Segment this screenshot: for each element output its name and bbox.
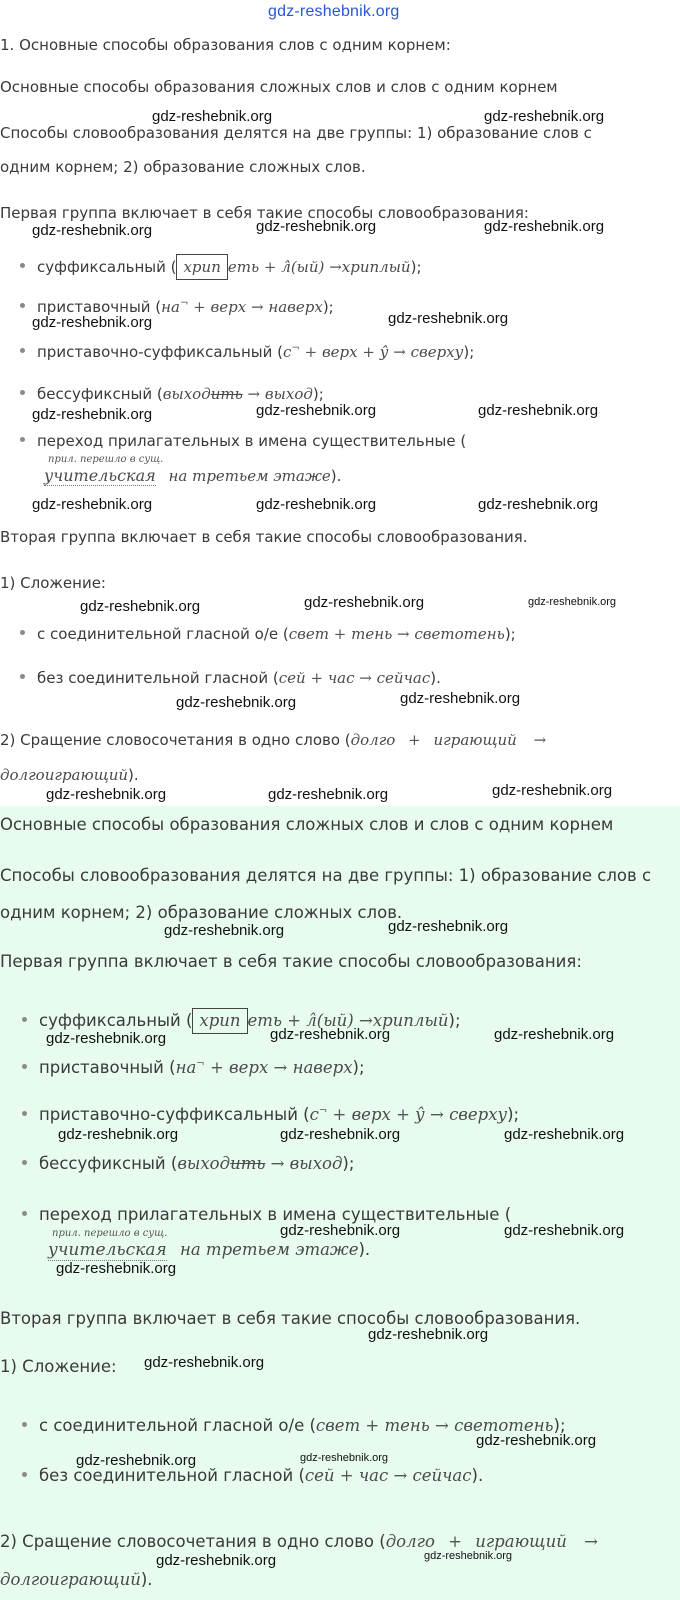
watermark: gdz-reshebnik.org — [494, 1026, 615, 1043]
compound-item-with-vowel — [20, 625, 516, 643]
watermark: gdz-reshebnik.org — [76, 1452, 197, 1469]
example-part: на третьем этаже — [179, 1240, 359, 1259]
plus-sign: + — [339, 1466, 354, 1485]
example-result: сверху — [410, 343, 464, 361]
item-label: с соединительной гласной о/е ( — [39, 1416, 316, 1435]
example-result: долгоиграющий — [0, 766, 129, 784]
section-heading: 1. Основные способы образования слов с одним корнем: — [0, 36, 451, 54]
example-part: верх — [229, 1058, 269, 1077]
group2-title: Вторая группа включает в себя такие способы словообразования. — [0, 528, 528, 546]
watermark: gdz-reshebnik.org — [504, 1222, 625, 1239]
example-result: сейчас — [376, 669, 431, 687]
example-part: с — [309, 1105, 319, 1124]
item-end: ); — [322, 298, 334, 316]
example-part: сей — [304, 1466, 335, 1485]
prefix-mark-icon: ¬ — [318, 1105, 328, 1117]
item-label: переход прилагательных в имена существительные ( — [37, 432, 467, 450]
prefix-mark-icon: ¬ — [179, 298, 189, 309]
plus-sign: + — [287, 1011, 302, 1030]
bullet-icon — [20, 263, 25, 268]
watermark: gdz-reshebnik.org — [478, 402, 599, 419]
example-result: выход — [264, 385, 313, 403]
watermark: gdz-reshebnik.org — [32, 496, 153, 513]
prefix-mark-icon: ¬ — [196, 1058, 205, 1070]
item-end: ). — [430, 669, 441, 687]
plus-sign: + — [263, 258, 277, 276]
example-part: верх — [321, 343, 358, 361]
example-suffix: у̂ — [415, 1105, 425, 1124]
item-end: ). — [358, 1240, 371, 1259]
watermark: gdz-reshebnik.org — [256, 402, 377, 419]
arrow-icon: → — [584, 1532, 598, 1551]
watermark: gdz-reshebnik.org — [484, 218, 605, 235]
arrow-icon: → — [359, 669, 372, 687]
example-part: играющий — [433, 731, 517, 749]
arrow-icon: → — [247, 385, 261, 403]
plus-sign: + — [365, 1416, 380, 1435]
bullet-icon — [20, 630, 25, 635]
item-end: ). — [471, 1466, 484, 1485]
watermark: gdz-reshebnik.org — [80, 598, 201, 615]
watermark: gdz-reshebnik.org — [424, 1550, 513, 1562]
fusion-line — [0, 731, 546, 749]
plus-sign: + — [332, 1105, 347, 1124]
answer-fusion-line-2 — [0, 1570, 153, 1589]
bullet-icon — [22, 1017, 27, 1022]
subheading: Основные способы образования сложных слов и слов с одним корнем — [0, 78, 558, 96]
answer-compound-title: 1) Сложение: — [0, 1357, 117, 1376]
arrow-icon: → — [429, 1105, 444, 1124]
watermark: gdz-reshebnik.org — [280, 1126, 401, 1143]
item-end: ); — [342, 1154, 355, 1173]
fusion-label: 2) Сращение словосочетания в одно слово ( — [0, 731, 351, 749]
item-label: суффиксальный ( — [37, 258, 177, 276]
watermark: gdz-reshebnik.org — [46, 1030, 167, 1047]
example-result: наверх — [292, 1058, 353, 1077]
watermark: gdz-reshebnik.org — [46, 786, 167, 803]
watermark: gdz-reshebnik.org — [388, 918, 509, 935]
example-result: выход — [289, 1154, 343, 1173]
watermark: gdz-reshebnik.org — [528, 596, 617, 608]
answer-conversion-example — [48, 1240, 370, 1260]
example-part: верх — [351, 1105, 391, 1124]
plus-sign: + — [209, 1058, 224, 1077]
bullet-icon — [20, 437, 25, 442]
watermark: gdz-reshebnik.org — [492, 782, 613, 799]
fusion-line-2 — [0, 766, 139, 784]
compound-item-without-vowel — [20, 669, 441, 687]
example-removed-ending: ить — [210, 385, 243, 403]
bullet-icon — [22, 1064, 27, 1069]
watermark: gdz-reshebnik.org — [256, 218, 377, 235]
item-end: ); — [352, 1058, 365, 1077]
item-label: без соединительной гласной ( — [37, 669, 279, 687]
intro-line-1: Способы словообразования делятся на две группы: 1) образование слов с — [0, 124, 592, 142]
watermark: gdz-reshebnik.org — [484, 108, 605, 125]
example-result: светотень — [454, 1416, 554, 1435]
example-suffix: л̂(ый) — [281, 258, 325, 276]
example-result: наверх — [268, 298, 323, 316]
arrow-icon: → — [273, 1058, 288, 1077]
bullet-icon — [22, 1422, 27, 1427]
watermark: gdz-reshebnik.org — [304, 594, 425, 611]
item-end: ); — [504, 625, 516, 643]
example-part: еть — [247, 1011, 282, 1030]
example-part: выход — [177, 1154, 231, 1173]
example-part: долго — [385, 1532, 435, 1551]
watermark: gdz-reshebnik.org — [388, 310, 509, 327]
list-item-non-suffix — [20, 385, 324, 403]
item-label: суффиксальный ( — [39, 1011, 193, 1030]
group1-title: Первая группа включает в себя такие способы словообразования: — [0, 204, 529, 222]
bullet-icon — [22, 1211, 27, 1216]
answer-intro-line-1: Способы словообразования делятся на две группы: 1) образование слов с — [0, 866, 652, 885]
arrow-icon: → — [435, 1416, 449, 1435]
example-result: сверху — [449, 1105, 508, 1124]
example-part: верх — [210, 298, 247, 316]
bullet-icon — [22, 1472, 27, 1477]
arrow-icon: → — [358, 1011, 373, 1030]
watermark: gdz-reshebnik.org — [32, 406, 153, 423]
example-root: хрип — [176, 254, 227, 280]
bullet-icon — [20, 303, 25, 308]
item-end: ); — [553, 1416, 566, 1435]
answer-subheading: Основные способы образования сложных слов и слов с одним корнем — [0, 815, 614, 834]
example-part: с — [283, 343, 292, 361]
example-part: на — [161, 298, 180, 316]
answer-group1-title: Первая группа включает в себя такие способы словообразования: — [0, 952, 582, 971]
compound-title: 1) Сложение: — [0, 574, 106, 592]
example-root: хрип — [192, 1008, 247, 1034]
item-end: ); — [448, 1011, 461, 1030]
example-result: хриплый — [341, 258, 411, 276]
watermark: gdz-reshebnik.org — [58, 1126, 179, 1143]
bullet-icon — [22, 1111, 27, 1116]
plus-sign: + — [333, 625, 347, 643]
example-part: час — [358, 1466, 389, 1485]
item-label: переход прилагательных в имена существительные ( — [39, 1205, 512, 1224]
arrow-icon: → — [250, 298, 264, 316]
item-end: ). — [330, 467, 342, 485]
bullet-icon — [20, 674, 25, 679]
example-part: час — [327, 669, 355, 687]
plus-sign: + — [448, 1532, 462, 1551]
item-label: приставочный ( — [37, 298, 162, 316]
plus-sign: + — [408, 731, 421, 749]
plus-sign: + — [362, 343, 375, 361]
item-label: бессуфиксный ( — [39, 1154, 178, 1173]
example-word: учительская — [48, 1240, 167, 1260]
watermark: gdz-reshebnik.org — [270, 1026, 391, 1043]
watermark: gdz-reshebnik.org — [32, 222, 153, 239]
watermark: gdz-reshebnik.org — [176, 694, 297, 711]
example-removed-ending: ить — [230, 1154, 266, 1173]
example-part: свет — [315, 1416, 361, 1435]
fusion-label: 2) Сращение словосочетания в одно слово ( — [0, 1532, 386, 1551]
answer-fusion-line — [0, 1532, 598, 1551]
arrow-icon: → — [397, 625, 410, 643]
answer-group2-title: Вторая группа включает в себя такие способы словообразования. — [0, 1309, 581, 1328]
item-label: без соединительной гласной ( — [39, 1466, 305, 1485]
plus-sign: + — [193, 298, 206, 316]
example-part: играющий — [475, 1532, 567, 1551]
example-part: сей — [278, 669, 306, 687]
watermark: gdz-reshebnik.org — [156, 1552, 277, 1569]
item-end: ); — [312, 385, 324, 403]
plus-sign: + — [304, 343, 318, 361]
watermark: gdz-reshebnik.org — [32, 314, 153, 331]
conversion-note: прил. перешло в сущ. — [48, 454, 164, 465]
bullet-icon — [20, 348, 25, 353]
example-word: учительская — [44, 466, 156, 485]
example-result: светотень — [414, 625, 505, 643]
item-end: ); — [410, 258, 422, 276]
list-item-conversion — [20, 432, 466, 450]
example-part: долго — [350, 731, 396, 749]
answer-compound-without-vowel — [22, 1466, 483, 1485]
watermark: gdz-reshebnik.org — [280, 1222, 401, 1239]
watermark: gdz-reshebnik.org — [144, 1354, 265, 1371]
watermark: gdz-reshebnik.org — [504, 1126, 625, 1143]
list-item-suffix — [20, 254, 422, 280]
bullet-icon — [22, 1160, 27, 1165]
item-label: приставочный ( — [39, 1058, 176, 1077]
arrow-icon: → — [393, 343, 406, 361]
arrow-icon: → — [533, 731, 547, 749]
answer-item-prefix-suffix — [22, 1105, 519, 1124]
prefix-mark-icon: ¬ — [291, 343, 300, 354]
watermark: gdz-reshebnik.org — [368, 1326, 489, 1343]
arrow-icon: → — [329, 258, 342, 276]
example-part: на третьем этаже — [168, 467, 331, 485]
watermark: gdz-reshebnik.org — [164, 922, 285, 939]
example-part: тень — [351, 625, 393, 643]
item-label: бессуфиксный ( — [37, 385, 163, 403]
watermark: gdz-reshebnik.org — [152, 108, 273, 125]
answer-item-conversion — [22, 1205, 511, 1224]
watermark: gdz-reshebnik.org — [56, 1260, 177, 1277]
example-part: выход — [162, 385, 211, 403]
answer-intro-line-2: одним корнем; 2) образование сложных слов. — [0, 903, 403, 922]
list-item-prefix-suffix — [20, 343, 474, 361]
item-end: ). — [128, 766, 139, 784]
conversion-note: прил. перешло в сущ. — [52, 1228, 168, 1239]
example-suffix: у̂ — [379, 343, 389, 361]
watermark: gdz-reshebnik.org — [268, 786, 389, 803]
watermark: gdz-reshebnik.org — [478, 496, 599, 513]
example-result: долгоиграющий — [0, 1570, 141, 1589]
item-end: ). — [140, 1570, 153, 1589]
intro-line-2: одним корнем; 2) образование сложных слов. — [0, 158, 366, 176]
bullet-icon — [20, 390, 25, 395]
plus-sign: + — [310, 669, 324, 687]
conversion-example — [44, 466, 341, 485]
arrow-icon: → — [270, 1154, 285, 1173]
arrow-icon: → — [393, 1466, 408, 1485]
example-part: еть — [227, 258, 260, 276]
item-label: приставочно-суффиксальный ( — [39, 1105, 310, 1124]
item-end: ); — [463, 343, 475, 361]
item-label: с соединительной гласной о/е ( — [37, 625, 289, 643]
example-part: свет — [288, 625, 329, 643]
answer-item-prefix — [22, 1058, 365, 1077]
item-label: приставочно-суффиксальный ( — [37, 343, 283, 361]
example-part: тень — [384, 1416, 430, 1435]
watermark: gdz-reshebnik.org — [400, 690, 521, 707]
example-part: на — [175, 1058, 197, 1077]
example-result: хриплый — [372, 1011, 449, 1030]
watermark: gdz-reshebnik.org — [256, 496, 377, 513]
example-suffix: л̂(ый) — [306, 1011, 354, 1030]
watermark: gdz-reshebnik.org — [300, 1452, 389, 1464]
watermark-top: gdz-reshebnik.org — [268, 3, 400, 20]
answer-item-non-suffix — [22, 1154, 354, 1173]
example-result: сейчас — [412, 1466, 472, 1485]
plus-sign: + — [396, 1105, 410, 1124]
item-end: ); — [507, 1105, 520, 1124]
watermark: gdz-reshebnik.org — [476, 1432, 597, 1449]
